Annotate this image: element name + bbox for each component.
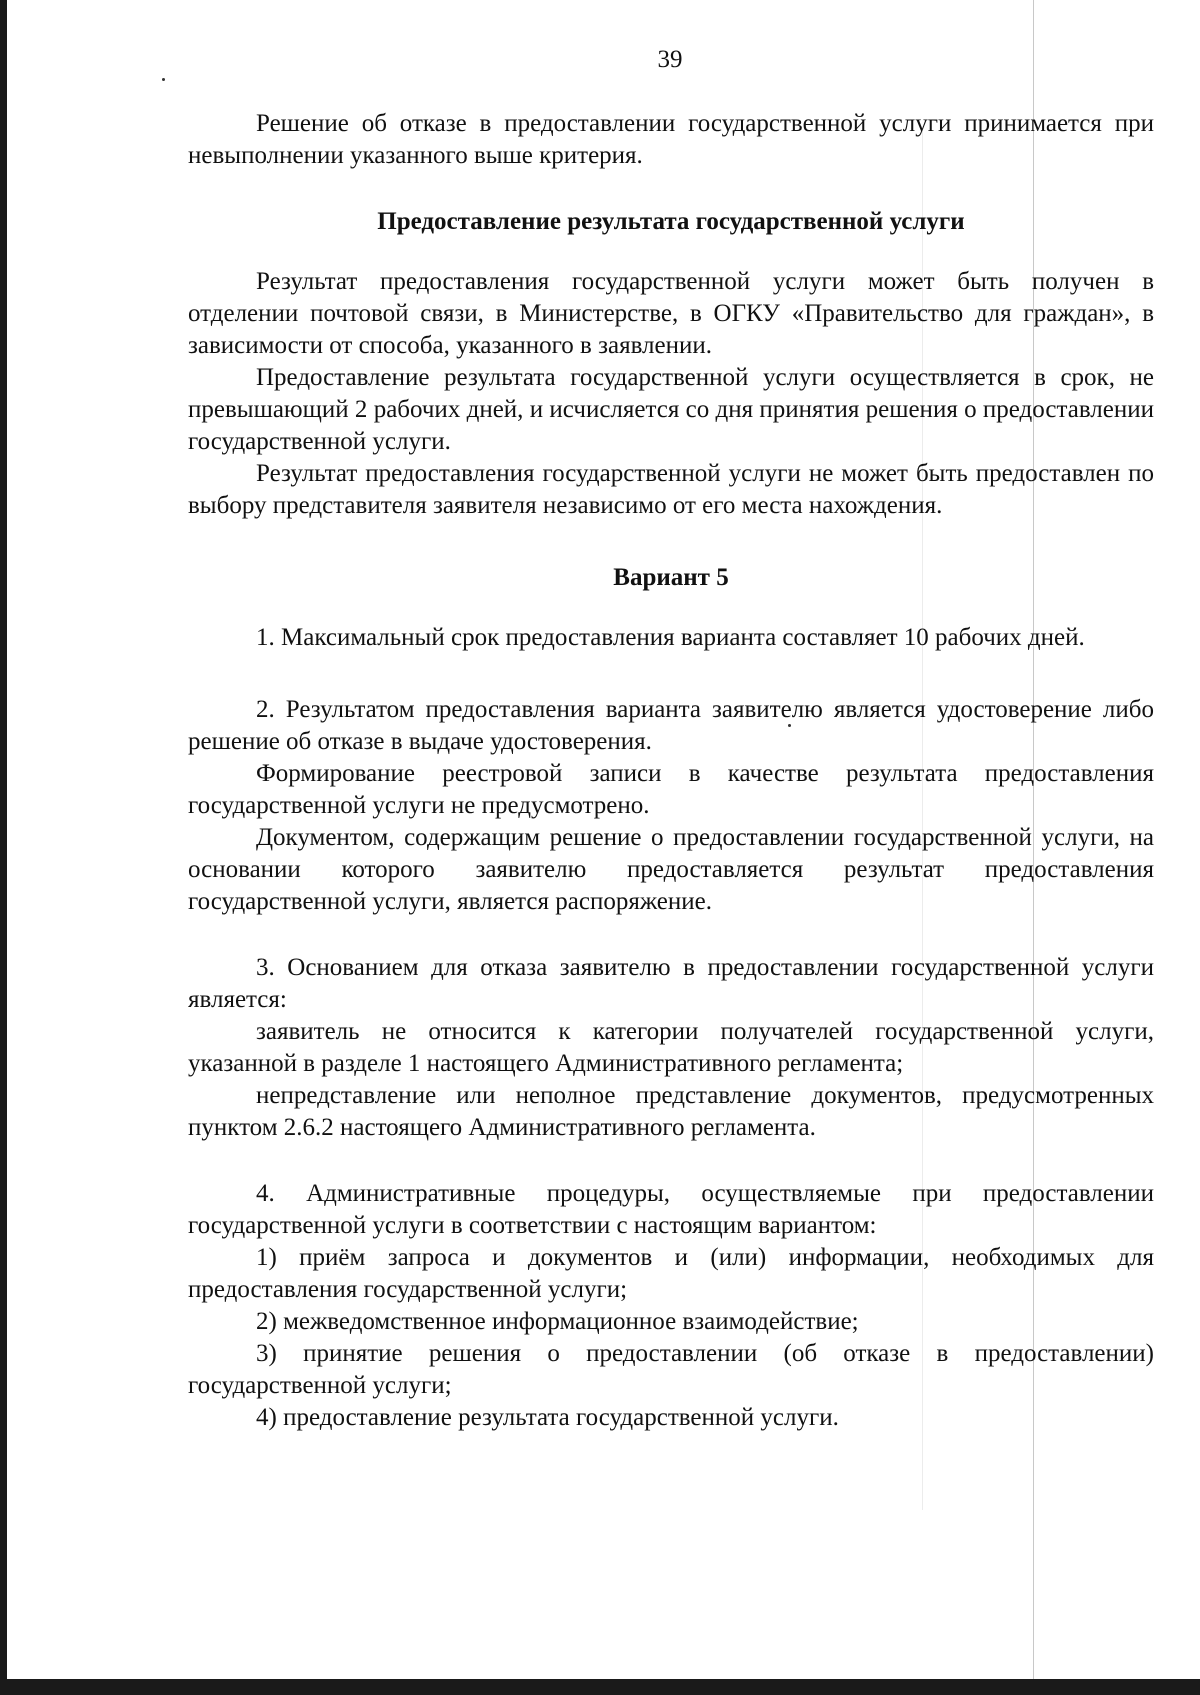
scan-edge-bottom <box>0 1679 1200 1695</box>
item-1-max-term: 1. Максимальный срок предоставления варианта составляет 10 рабочих дней. <box>256 624 1085 651</box>
item-3-ground-documents: непредставление или неполное представление документов, предусмотренных пунктом 2.6.2 настоящего Административного регламента. <box>188 1082 1154 1141</box>
scan-speck <box>162 78 165 81</box>
paragraph-refusal-criterion: Решение об отказе в предоставлении государственной услуги принимается при невыполнении указанного выше критерия. <box>188 110 1154 169</box>
item-4-procedure-4: 4) предоставление результата государственной услуги. <box>256 1404 839 1431</box>
document-body <box>188 108 1154 1434</box>
item-4-procedure-1: 1) приём запроса и документов и (или) информации, необходимых для предоставления государственной услуги; <box>188 1244 1154 1303</box>
scan-edge-left <box>0 0 7 1695</box>
heading-result-provision: Предоставление результата государственной услуги <box>377 208 965 235</box>
page-number: 39 <box>657 46 683 73</box>
paragraph-result-term: Предоставление результата государственной услуги осуществляется в срок, не превышающий 2 рабочих дней, и исчисляется со дня принятия решения о предоставлении государственной услуги. <box>188 364 1154 455</box>
item-2-decision-document: Документом, содержащим решение о предоставлении государственной услуги, на основании которого заявителю предоставляется результат предоставления государственной услуги, является распоряжение. <box>188 824 1154 915</box>
item-2-result: 2. Результатом предоставления варианта заявителю является удостоверение либо решение об отказе в выдаче удостоверения. <box>188 696 1154 755</box>
paragraph-result-receipt: Результат предоставления государственной услуги может быть получен в отделении почтовой связи, в Министерстве, в ОГКУ «Правительство для граждан», в зависимости от способа, указанного в заявлении. <box>188 268 1154 359</box>
item-2-registry-record: Формирование реестровой записи в качестве результата предоставления государственной услуги не предусмотрено. <box>188 760 1154 819</box>
item-4-procedure-3: 3) принятие решения о предоставлении (об отказе в предоставлении) государственной услуги; <box>188 1340 1154 1399</box>
heading-variant: Вариант 5 <box>613 564 729 591</box>
item-3-ground-category: заявитель не относится к категории получателей государственной услуги, указанной в разделе 1 настоящего Административного регламента; <box>188 1018 1154 1077</box>
item-4-procedure-2: 2) межведомственное информационное взаимодействие; <box>256 1308 859 1335</box>
paragraph-result-location: Результат предоставления государственной услуги не может быть предоставлен по выбору представителя заявителя независимо от его места нахождения. <box>188 460 1154 519</box>
item-3-refusal-grounds: 3. Основанием для отказа заявителю в предоставлении государственной услуги является: <box>188 954 1154 1013</box>
item-4-procedures: 4. Административные процедуры, осуществляемые при предоставлении государственной услуги в соответствии с настоящим вариантом: <box>188 1180 1154 1239</box>
